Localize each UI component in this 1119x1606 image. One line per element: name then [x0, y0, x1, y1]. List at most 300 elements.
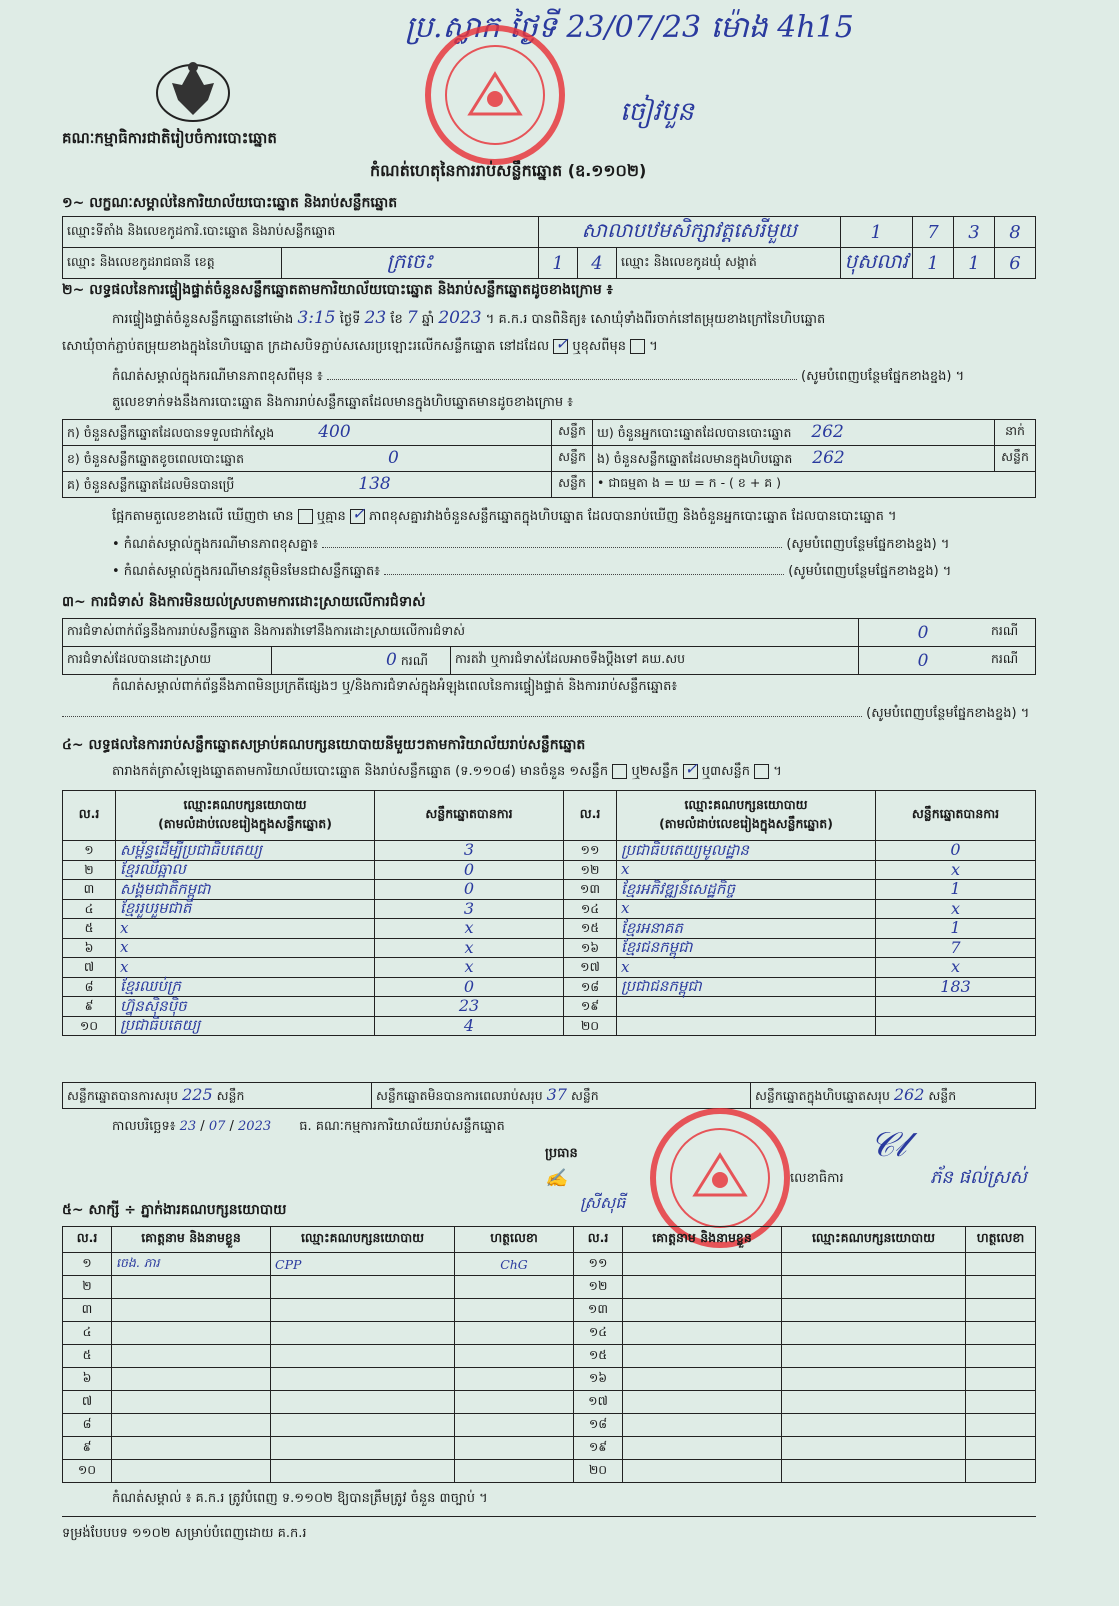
party-number: ២ — [63, 860, 116, 880]
unused-ballots-value: 138 — [358, 473, 391, 494]
difference-note-line — [112, 368, 1062, 387]
witness-name: ចេង. ភារ — [112, 1253, 271, 1276]
party-votes: x — [876, 899, 1036, 919]
party-votes: x — [876, 958, 1036, 978]
province-value: ក្រចេះ — [282, 248, 539, 279]
witness-signature[interactable] — [966, 1391, 1036, 1414]
witness-signature[interactable] — [966, 1276, 1036, 1299]
witness-party[interactable] — [782, 1460, 966, 1483]
witness-row — [63, 1253, 1036, 1276]
witness-number: ១០ — [63, 1460, 112, 1483]
difference-note-label: កំណត់សម្គាល់ក្នុងករណីមានភាពខុសពីមុន ៖ — [112, 369, 323, 384]
party-name: ប្រជាធិបតេយ្យមូលដ្ឋាន — [617, 841, 876, 861]
party-name: ហ្វ៊ុនស៊ិនប៉ិច — [116, 997, 375, 1017]
commune-code-digit: 1 — [913, 248, 954, 279]
witness-signature[interactable] — [966, 1460, 1036, 1483]
results-row — [63, 1016, 1036, 1036]
results-row — [63, 958, 1036, 978]
foreign-object-hint: (សូមបំពេញបន្ថែមផ្នែកខាងខ្នង) ។ — [788, 564, 952, 579]
party-number: ៩ — [63, 997, 116, 1017]
witness-name — [112, 1276, 271, 1299]
total-valid-label: សន្លឹកឆ្នោតបានការសរុប — [67, 1087, 179, 1103]
party-name: x — [116, 958, 375, 978]
nec-emblem-icon — [152, 55, 234, 125]
date-label: កាលបរិច្ឆេទ៖ — [112, 1119, 176, 1134]
station-name-label: ឈ្មោះទីតាំង និងលេខកូដការិ.បោះឆ្នោត និងរាប់សន្លឹកឆ្នោត — [63, 217, 539, 248]
party-votes: x — [375, 938, 564, 958]
witness-row — [63, 1460, 1036, 1483]
witness-col-party: ឈ្មោះគណបក្សនយោបាយ — [271, 1227, 455, 1253]
party-number: ៦ — [63, 938, 116, 958]
irregularity-field-line — [62, 705, 1062, 724]
witness-name — [112, 1345, 271, 1368]
party-votes: 0 — [876, 841, 1036, 861]
party-votes: 1 — [876, 880, 1036, 900]
station-code-digit: 7 — [913, 217, 954, 248]
witness-signature[interactable] — [966, 1414, 1036, 1437]
date-day: 23 — [179, 1119, 197, 1134]
witness-party — [271, 1460, 455, 1483]
verification-text: ការផ្ទៀងផ្ទាត់ចំនួនសន្លឹកឆ្នោតនៅម៉ោង — [112, 312, 294, 327]
party-number: ១៩ — [564, 997, 617, 1017]
station-code-digit: 3 — [954, 217, 995, 248]
results-row — [63, 860, 1036, 880]
col-party-subtitle: (តាមលំដាប់លេខរៀងក្នុងសន្លឹកឆ្នោត) — [158, 815, 332, 831]
foreign-object-label: • កំណត់សម្គាល់ក្នុងករណីមានវត្ថុមិនមែនជាសន្លឹកឆ្នោត៖ — [112, 564, 380, 579]
party-number: ១ — [63, 841, 116, 861]
witness-party[interactable] — [782, 1414, 966, 1437]
witness-number: ១១ — [574, 1253, 623, 1276]
party-number: ១៨ — [564, 977, 617, 997]
party-votes: x — [375, 958, 564, 978]
party-number: ៣ — [63, 880, 116, 900]
witness-col-no: ល.រ — [574, 1227, 623, 1253]
witness-signature — [455, 1368, 574, 1391]
verification-month: 7 — [406, 308, 418, 328]
col-party-title: ឈ្មោះគណបក្សនយោបាយ — [684, 796, 808, 812]
president-name: ស្រីសុធី — [580, 1193, 626, 1212]
party-name: x — [116, 938, 375, 958]
party-name: សង្គមជាតិកម្ពុជា — [116, 880, 375, 900]
witness-name — [112, 1460, 271, 1483]
results-row — [63, 899, 1036, 919]
witness-number: ៤ — [63, 1322, 112, 1345]
col-party-header — [116, 791, 375, 841]
witness-party — [271, 1437, 455, 1460]
commune-code-digit: 1 — [954, 248, 995, 279]
witness-number: ៦ — [63, 1368, 112, 1391]
spoiled-ballots-label: ខ) ចំនួនសន្លឹកឆ្នោតខូចពេលបោះឆ្នោត — [67, 450, 245, 466]
witness-name — [112, 1322, 271, 1345]
witness-number: ៧ — [63, 1391, 112, 1414]
no-difference-checkbox[interactable]: ✓ — [351, 504, 366, 523]
form-footer: ទម្រង់បែបបទ ១១០២ សម្រាប់បំពេញដោយ គ.ក.រ — [62, 1526, 307, 1541]
resolved-label: ការជំទាស់ដែលបានដោះស្រាយ — [63, 647, 272, 675]
appeal-count: 0 — [859, 647, 988, 675]
witness-col-sign: ហត្ថលេខា — [966, 1227, 1036, 1253]
totals-table — [62, 1082, 1036, 1109]
unit-label: សន្លឹក — [552, 446, 593, 472]
secretary-signature: 𝒞𝓁 — [870, 1125, 907, 1165]
results-row — [63, 977, 1036, 997]
spoiled-ballots-value: 0 — [388, 447, 399, 468]
witness-party — [271, 1322, 455, 1345]
witness-name[interactable] — [623, 1414, 782, 1437]
witness-name — [112, 1368, 271, 1391]
party-number: ១៤ — [564, 899, 617, 919]
seal-text-end: ។ — [649, 339, 658, 354]
witness-signature — [455, 1276, 574, 1299]
party-number: ១១ — [564, 841, 617, 861]
witness-col-name: គោត្តនាម និងនាមខ្លួន — [112, 1227, 271, 1253]
party-name: ខ្មែរឈឺឆ្អាល — [116, 860, 375, 880]
difference-bullet-hint: (សូមបំពេញបន្ថែមផ្នែកខាងខ្នង) ។ — [786, 537, 950, 552]
witness-signature — [455, 1437, 574, 1460]
party-name: ខ្មែរឈប់ក្រ — [116, 977, 375, 997]
verification-time: 3:15 — [297, 308, 336, 328]
party-name: សម្ព័ន្ធដើម្បីប្រជាធិបតេយ្យ — [116, 841, 375, 861]
foreign-object-bullet — [112, 563, 1062, 582]
witness-signature — [455, 1391, 574, 1414]
irregularity-note: កំណត់សម្គាល់ពាក់ព័ន្ធនឹងភាពមិនប្រក្រតីផ្សេងៗ ឬ/និងការជំទាស់ក្នុងអំឡុងពេលនៃការផ្ទៀងផ្ទាត់ និងការរាប់សន្លឹកឆ្នោត៖ — [112, 679, 678, 694]
witness-number: ១៦ — [574, 1368, 623, 1391]
witness-name — [112, 1299, 271, 1322]
total-invalid-label: សន្លឹកឆ្នោតមិនបានការពេលរាប់សរុប — [376, 1087, 543, 1103]
witness-party — [271, 1368, 455, 1391]
witness-number: ១៣ — [574, 1299, 623, 1322]
total-box-value: 262 — [893, 1084, 925, 1104]
received-ballots-label: ក) ចំនួនសន្លឹកឆ្នោតដែលបានទទួលជាក់ស្តែង — [67, 424, 275, 440]
party-votes: 0 — [375, 977, 564, 997]
witness-name[interactable] — [623, 1437, 782, 1460]
commune-label: ឈ្មោះ និងលេខកូដឃុំ សង្កាត់ — [616, 248, 840, 279]
party-number: ១៧ — [564, 958, 617, 978]
handwritten-receipt-note: ប្រ.ស្លាក ថ្ងៃទី 23/07/23 ម៉ោង 4h15 — [405, 10, 854, 45]
party-votes: 3 — [375, 841, 564, 861]
section2-heading: ២~ លទ្ធផលនៃការផ្ទៀងផ្ទាត់ចំនួនសន្លឹកឆ្នោតតាមការិយាល័យបោះឆ្នោត និងរាប់សន្លឹកឆ្នោតដូចខាងក្រោម ៖ — [62, 282, 613, 298]
witness-name — [112, 1437, 271, 1460]
case-unit: ករណី — [400, 652, 428, 668]
seal-text: សោឃុំចាក់ភ្ជាប់តម្រុយខាងក្នុងនៃហិបឆ្នោត ក្រដាសបិទភ្ជាប់សសេរប្រឡោះរលើកសន្លឹកឆ្នោត នៅដដែល — [62, 339, 550, 354]
witness-signature[interactable] — [966, 1345, 1036, 1368]
witness-signature[interactable] — [966, 1299, 1036, 1322]
province-label: ឈ្មោះ និងលេខកូដរាជធានី ខេត្ត — [63, 248, 282, 279]
results-row — [63, 841, 1036, 861]
province-code-digit: 4 — [577, 248, 616, 279]
difference-check-text: ផ្អែកតាមតួលេខខាងលើ ឃើញថា មាន — [112, 509, 294, 524]
witness-name[interactable] — [623, 1345, 782, 1368]
witness-signature — [455, 1345, 574, 1368]
changed-label: ឬខុសពីមុន — [572, 339, 626, 354]
organization-name: គណៈកម្មាធិការជាតិរៀបចំការបោះឆ្នោត — [62, 129, 277, 147]
party-votes: 23 — [375, 997, 564, 1017]
footer-divider — [62, 1516, 1036, 1517]
handwritten-signature: ចៀវបួន — [620, 97, 694, 127]
station-code-digit: 1 — [840, 217, 912, 248]
witness-number: ២ — [63, 1276, 112, 1299]
difference-check-line — [112, 504, 1062, 527]
col-party-title: ឈ្មោះគណបក្សនយោបាយ — [183, 796, 307, 812]
party-name: ប្រជាធិបតេយ្យ — [116, 1016, 375, 1036]
witness-signature — [455, 1460, 574, 1483]
witness-col-party: ឈ្មោះគណបក្សនយោបាយ — [782, 1227, 966, 1253]
tally-sheet-text: តារាងកត់ត្រាសំឡេងឆ្នោតតាមការិយាល័យបោះឆ្នោត និងរាប់សន្លឹកឆ្នោត (ទ.១១០៨) មានចំនួន ១សន្លឹក — [112, 764, 609, 779]
witness-row — [63, 1276, 1036, 1299]
unchanged-checkbox[interactable]: ✓ — [555, 334, 569, 353]
party-votes: 0 — [375, 860, 564, 880]
verification-year: 2023 — [438, 308, 482, 328]
appeal-label: ការតវ៉ា ឬការជំទាស់ដែលអាចទឹងប្តឹងទៅ គឃ.សប — [451, 647, 859, 675]
witness-row — [63, 1299, 1036, 1322]
witness-party[interactable] — [782, 1276, 966, 1299]
tally-sheet-end: ។ — [773, 764, 782, 779]
witness-party — [271, 1391, 455, 1414]
party-number: ១៦ — [564, 938, 617, 958]
irregularity-hint: (សូមបំពេញបន្ថែមផ្នែកខាងខ្នង) ។ — [866, 706, 1030, 721]
witness-signature — [455, 1414, 574, 1437]
unit-label: សន្លឹក — [552, 420, 593, 446]
witness-number: ៥ — [63, 1345, 112, 1368]
form-title: កំណត់ហេតុនៃការរាប់សន្លឹកឆ្នោត (ឧ.១១០២) — [370, 161, 647, 180]
witness-party[interactable] — [782, 1299, 966, 1322]
col-votes-header: សន្លឹកឆ្នោតបានការ — [375, 791, 564, 841]
difference-check-text-end: ភាពខុសគ្នារវាងចំនួនសន្លឹកឆ្នោតក្នុងហិបឆ្នោត ដែលបានរាប់ឃើញ និងចំនួនអ្នកបោះឆ្នោត ដែលបានបោះឆ្នោត ។ — [369, 509, 897, 524]
section4-heading: ៤~ លទ្ធផលនៃការរាប់សន្លឹកឆ្នោតសម្រាប់គណបក្សនយោបាយនីមួយៗតាមការិយាល័យរាប់សន្លឹកឆ្នោត — [62, 737, 586, 753]
verification-text-end: ។ គ.ក.រ បានពិនិត្យ៖ សោឃុំទាំងពីរចាក់នៅតម្រុយខាងក្រៅនៃហិបឆ្នោត — [485, 312, 826, 327]
unit-label: សន្លឹក — [995, 446, 1036, 472]
witness-number: ៨ — [63, 1414, 112, 1437]
unused-ballots-label: គ) ចំនួនសន្លឹកឆ្នោតដែលមិនបានប្រើ — [67, 476, 235, 492]
col-party-subtitle: (តាមលំដាប់លេខរៀងក្នុងសន្លឹកឆ្នោត) — [659, 815, 833, 831]
results-row — [63, 938, 1036, 958]
witness-signature — [455, 1322, 574, 1345]
results-row — [63, 880, 1036, 900]
col-party-header — [617, 791, 876, 841]
tally-sheet-line — [112, 759, 1062, 782]
witness-name — [112, 1391, 271, 1414]
witness-party[interactable] — [782, 1322, 966, 1345]
total-box-label: សន្លឹកឆ្នោតក្នុងហិបឆ្នោតសរុប — [755, 1087, 890, 1103]
witness-col-sign: ហត្ថលេខា — [455, 1227, 574, 1253]
party-name: ខ្មែរអនាគត — [617, 919, 876, 939]
col-no-header: ល.រ — [63, 791, 116, 841]
box-ballots-value: 262 — [812, 447, 845, 468]
stamp-emblem-icon — [465, 69, 525, 119]
party-number: ១០ — [63, 1016, 116, 1036]
secretary-label: លេខាធិការ — [790, 1171, 844, 1186]
witness-name[interactable] — [623, 1253, 782, 1276]
party-number: ៥ — [63, 919, 116, 939]
party-name: x — [617, 860, 876, 880]
received-ballots-value: 400 — [318, 421, 351, 442]
date-year: 2023 — [238, 1119, 272, 1134]
witness-signature[interactable] — [966, 1322, 1036, 1345]
witness-row — [63, 1368, 1036, 1391]
party-name: ប្រជាជនកម្ពុជា — [617, 977, 876, 997]
witness-table — [62, 1226, 1036, 1483]
witness-name[interactable] — [623, 1460, 782, 1483]
witness-name[interactable] — [623, 1391, 782, 1414]
party-name — [617, 997, 876, 1017]
party-name: ខ្មែរអភិវឌ្ឍន៍សេដ្ឋកិច្ច — [617, 880, 876, 900]
party-votes: 7 — [876, 938, 1036, 958]
stamp-emblem-icon — [690, 1150, 750, 1200]
changed-checkbox[interactable] — [630, 339, 645, 354]
witness-number: ២០ — [574, 1460, 623, 1483]
difference-note-hint: (សូមបំពេញបន្ថែមផ្នែកខាងខ្នង) ។ — [801, 369, 965, 384]
witness-name[interactable] — [623, 1322, 782, 1345]
difference-bullet-label: • កំណត់សម្គាល់ក្នុងករណីមានភាពខុសគ្នា៖ — [112, 537, 319, 552]
witness-row — [63, 1345, 1036, 1368]
witness-number: ១ — [63, 1253, 112, 1276]
voters-value: 262 — [811, 421, 844, 442]
witness-number: ៣ — [63, 1299, 112, 1322]
section1-heading: ១~ លក្ខណៈសម្គាល់នៃការិយាល័យបោះឆ្នោត និងរាប់សន្លឹកឆ្នោត — [62, 195, 398, 211]
commune-code-digit: 6 — [995, 248, 1036, 279]
party-number: ៨ — [63, 977, 116, 997]
party-votes: 3 — [375, 899, 564, 919]
seal-line — [62, 334, 1062, 357]
party-number: ៧ — [63, 958, 116, 978]
total-invalid-value: 37 — [546, 1084, 567, 1104]
witness-number: ១៥ — [574, 1345, 623, 1368]
unit-label: សន្លឹក — [216, 1087, 245, 1103]
president-signature: ✍ — [545, 1168, 568, 1189]
three-sheets-checkbox[interactable] — [754, 764, 769, 779]
party-votes: 0 — [375, 880, 564, 900]
witness-signature[interactable] — [966, 1368, 1036, 1391]
witness-party — [271, 1276, 455, 1299]
party-name: ខ្មែររួបរួមជាតិ — [116, 899, 375, 919]
section5-heading: ៥~ សាក្សី ÷ ភ្នាក់ងារគណបក្សនយោបាយ — [62, 1202, 287, 1218]
day-label: ថ្ងៃទី — [339, 312, 361, 327]
difference-bullet — [112, 536, 1062, 555]
has-difference-checkbox[interactable] — [298, 509, 313, 524]
three-sheets-label: ឬ៣សន្លឹក — [701, 764, 750, 779]
secretary-name: ភ័ន ផល់ស្រស់ — [930, 1167, 1027, 1188]
witness-col-no: ល.រ — [63, 1227, 112, 1253]
verification-day: 23 — [364, 308, 387, 328]
witness-row — [63, 1414, 1036, 1437]
witness-party[interactable] — [782, 1253, 966, 1276]
witness-signature[interactable] — [966, 1253, 1036, 1276]
col-no-header: ល.រ — [564, 791, 617, 841]
total-valid-value: 225 — [182, 1084, 213, 1104]
witness-signature — [455, 1299, 574, 1322]
formula-note: • ជាធម្មតា ង = ឃ = ក - ( ខ + គ ) — [593, 472, 1036, 498]
party-name: x — [617, 958, 876, 978]
objection-count: 0 — [859, 619, 988, 647]
party-name — [617, 1016, 876, 1036]
commune-value: បុសលាវ — [840, 248, 912, 279]
difference-note-field[interactable] — [327, 379, 797, 380]
witness-row — [63, 1437, 1036, 1460]
unit-label: នាក់ — [995, 420, 1036, 446]
witness-number: ៩ — [63, 1437, 112, 1460]
irregularity-field[interactable] — [62, 716, 862, 717]
party-name: x — [617, 899, 876, 919]
section1-table — [62, 216, 1036, 279]
station-name-value: សាលាបឋមសិក្សាវត្តសេរីមួយ — [538, 217, 840, 248]
witness-row — [63, 1322, 1036, 1345]
witness-name — [112, 1414, 271, 1437]
foreign-object-field[interactable] — [384, 574, 784, 575]
witness-party[interactable] — [782, 1391, 966, 1414]
party-name: x — [116, 919, 375, 939]
witness-party — [271, 1299, 455, 1322]
no-difference-label: ឬគ្មាន — [316, 509, 346, 524]
party-votes: x — [876, 860, 1036, 880]
witness-col-name: គោត្តនាម និងនាមខ្លួន — [623, 1227, 782, 1253]
results-table — [62, 790, 1036, 1036]
province-code-digit: 1 — [538, 248, 577, 279]
verification-line — [112, 308, 1062, 330]
witness-name[interactable] — [623, 1299, 782, 1322]
unit-label: សន្លឹក — [928, 1087, 957, 1103]
party-number: ២០ — [564, 1016, 617, 1036]
witness-name[interactable] — [623, 1368, 782, 1391]
results-row — [63, 919, 1036, 939]
party-votes — [876, 997, 1036, 1017]
witness-name[interactable] — [623, 1276, 782, 1299]
president-label: ប្រធាន — [545, 1146, 578, 1161]
witness-number: ១៨ — [574, 1414, 623, 1437]
col-votes-header: សន្លឹកឆ្នោតបានការ — [876, 791, 1036, 841]
party-votes: 183 — [876, 977, 1036, 997]
objection-label: ការជំទាស់ពាក់ព័ន្ធនឹងការរាប់សន្លឹកឆ្នោត និងការតវ៉ាទៅនឹងការដោះស្រាយលើការជំទាស់ — [63, 619, 859, 647]
party-number: ១៣ — [564, 880, 617, 900]
committee-label: ធ. គណៈកម្មការការិយាល័យរាប់សន្លឹកឆ្នោត — [299, 1119, 505, 1134]
difference-bullet-field[interactable] — [322, 547, 782, 548]
party-votes: x — [375, 919, 564, 939]
year-label: ឆ្នាំ — [421, 312, 435, 327]
witness-number: ១២ — [574, 1276, 623, 1299]
ballot-count-table — [62, 419, 1036, 498]
one-sheet-checkbox[interactable] — [612, 764, 627, 779]
witness-party[interactable] — [782, 1345, 966, 1368]
completion-note: កំណត់សម្គាល់ ៖ គ.ក.រ ត្រូវបំពេញ ទ.១១០២ ឱ្យបានត្រឹមត្រូវ ចំនួន ៣ច្បាប់ ។ — [112, 1491, 488, 1506]
objection-table — [62, 618, 1036, 675]
section3-heading: ៣~ ការជំទាស់ និងការមិនយល់ស្របតាមការដោះស្រាយលើការជំទាស់ — [62, 594, 426, 610]
party-votes: 1 — [876, 919, 1036, 939]
witness-signature: ChG — [455, 1253, 574, 1276]
witness-party — [271, 1414, 455, 1437]
two-sheets-checkbox[interactable]: ✓ — [684, 759, 698, 778]
party-votes — [876, 1016, 1036, 1036]
witness-party: CPP — [271, 1253, 455, 1276]
party-number: ១២ — [564, 860, 617, 880]
case-unit: ករណី — [987, 647, 1036, 675]
witness-party[interactable] — [782, 1437, 966, 1460]
box-ballots-label: ង) ចំនួនសន្លឹកឆ្នោតដែលមានក្នុងហិបឆ្នោត — [597, 450, 793, 466]
date-line: កាលបរិច្ឆេទ៖ 23 / 07 / 2023 ធ. គណៈកម្មការការិយាល័យរាប់សន្លឹកឆ្នោត — [112, 1119, 505, 1134]
case-unit: ករណី — [987, 619, 1036, 647]
witness-number: ១៩ — [574, 1437, 623, 1460]
witness-number: ១៧ — [574, 1391, 623, 1414]
unit-label: សន្លឹក — [552, 472, 593, 498]
witness-party[interactable] — [782, 1368, 966, 1391]
unit-label: សន្លឹក — [570, 1087, 599, 1103]
numbers-intro: តួលេខទាក់ទងនឹងការបោះឆ្នោត និងការរាប់សន្លឹកឆ្នោតដែលមានក្នុងហិបឆ្នោតមានដូចខាងក្រោម ៖ — [112, 395, 573, 410]
witness-signature[interactable] — [966, 1437, 1036, 1460]
month-label: ខែ — [390, 312, 403, 327]
witness-number: ១៤ — [574, 1322, 623, 1345]
witness-party — [271, 1345, 455, 1368]
date-month: 07 — [208, 1119, 226, 1134]
results-row — [63, 997, 1036, 1017]
voters-label: ឃ) ចំនួនអ្នកបោះឆ្នោតដែលបានបោះឆ្នោត — [597, 424, 792, 440]
resolved-count: 0 — [386, 649, 397, 670]
